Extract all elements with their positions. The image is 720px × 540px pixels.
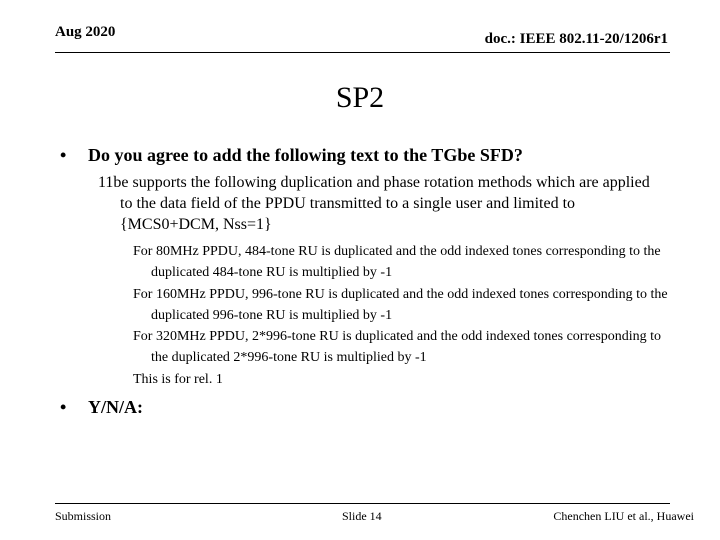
method-list [133,241,673,390]
bullet-question-text: Do you agree to add the following text to the TGbe SFD? [88,145,523,165]
header-date: Aug 2020 [55,24,116,40]
proposed-text [98,172,658,235]
slide-title: SP2 [335,81,385,114]
bullet-icon: • [60,145,67,165]
method-item-160mhz: For 160MHz PPDU, 996-tone RU is duplicated and the odd indexed tones corresponding to the duplicated 996-tone RU is multiplied by -1 [133,286,668,323]
footer-slide-number: Slide 14 [342,509,382,523]
footer-divider [55,503,670,504]
proposed-text-paragraph: 11be supports the following duplication and phase rotation methods which are applied to the data field of the PPDU transmitted to a single user and limited to {MCS0+DCM, Nss=1} [98,174,650,233]
footer-author: Chenchen LIU et al., Huawei [553,509,694,523]
bullet-question [60,145,523,166]
footer-submission: Submission [55,509,112,523]
bullet-icon: • [60,397,67,417]
header-divider [55,52,670,53]
method-item-320mhz: For 320MHz PPDU, 2*996-tone RU is duplicated and the odd indexed tones corresponding to the duplicated 2*996-tone RU is multiplied by -1 [133,329,662,366]
release-note: This is for rel. 1 [133,371,223,387]
method-item-80mhz: For 80MHz PPDU, 484-tone RU is duplicated and the odd indexed tones corresponding to the duplicated 484-tone RU is multiplied by -1 [133,244,661,281]
header-doc-id: doc.: IEEE 802.11-20/1206r1 [484,31,668,47]
bullet-vote [60,397,143,418]
bullet-vote-text: Y/N/A: [88,397,143,417]
